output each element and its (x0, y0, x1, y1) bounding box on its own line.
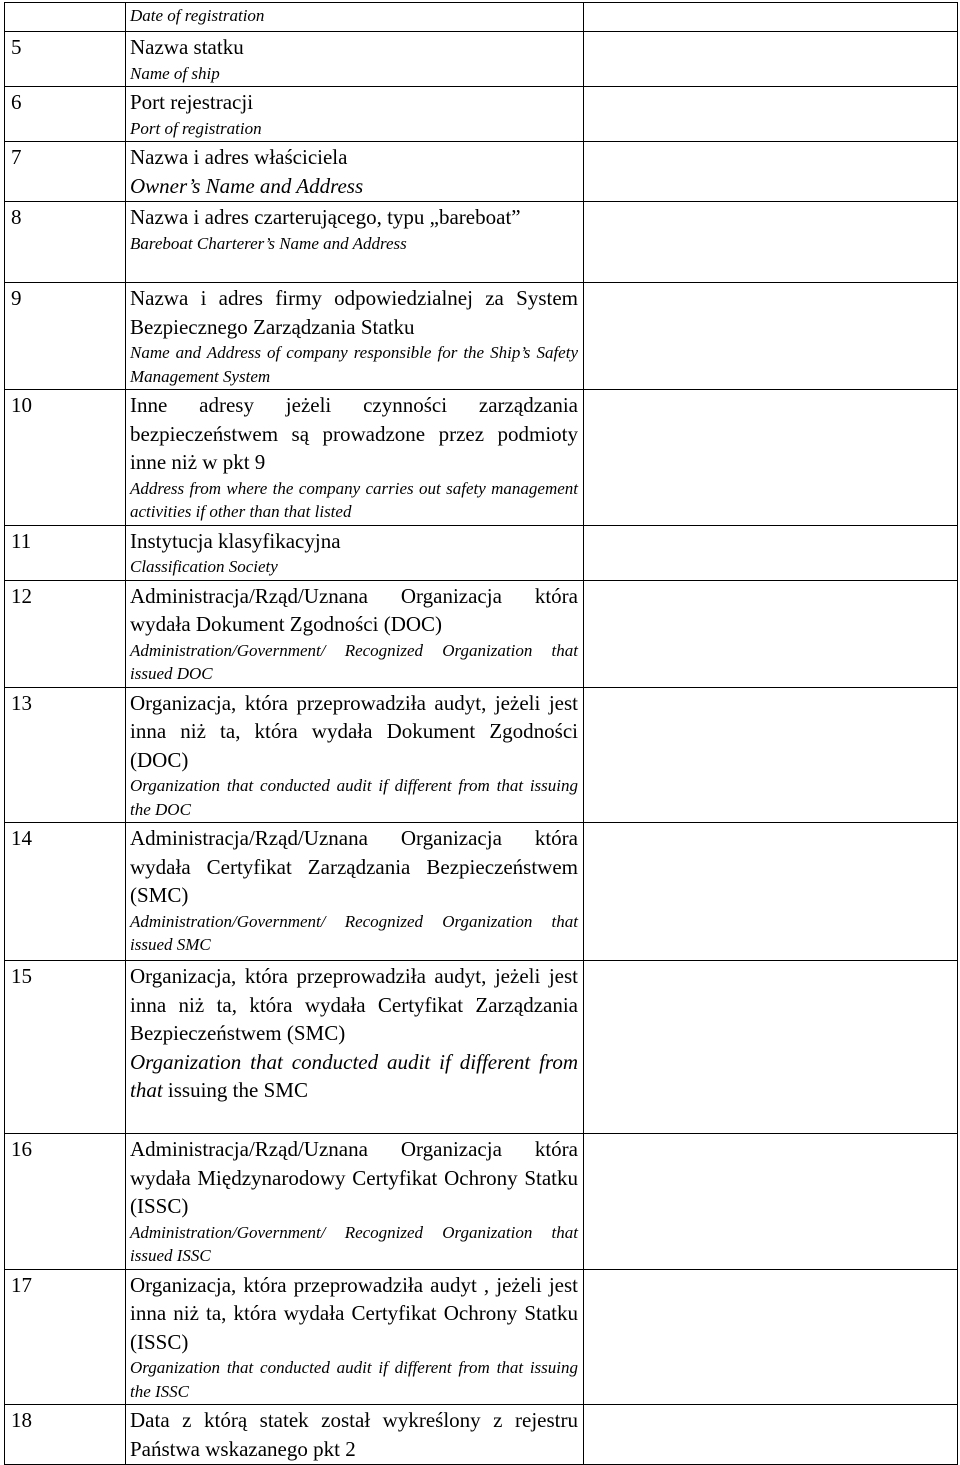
row-number: 10 (5, 390, 126, 526)
registration-form-table (4, 2, 958, 1465)
value-cell[interactable] (584, 687, 958, 823)
field-label-cell (126, 3, 584, 32)
value-cell[interactable] (584, 961, 958, 1134)
polish-label: Nazwa i adres czarterującego, typu „bareboat” (130, 205, 521, 229)
english-label: Organization that conducted audit if different from that issuing the ISSC (130, 1358, 578, 1401)
table-row (5, 87, 958, 142)
row-number: 13 (5, 687, 126, 823)
row-number: 6 (5, 87, 126, 142)
row-number: 15 (5, 961, 126, 1134)
value-cell[interactable] (584, 32, 958, 87)
field-label-cell (126, 580, 584, 687)
row-number-cell (5, 3, 126, 32)
polish-label: Data z którą statek został wykreślony z rejestru Państwa wskazanego pkt 2 (130, 1408, 578, 1461)
english-label: Name of ship (130, 63, 220, 83)
value-cell[interactable] (584, 823, 958, 961)
polish-label: Administracja/Rząd/Uznana Organizacja która wydała Certyfikat Zarządzania Bezpieczeństwem (SMC) (130, 826, 578, 907)
value-cell[interactable] (584, 202, 958, 283)
polish-label: Administracja/Rząd/Uznana Organizacja która wydała Międzynarodowy Certyfikat Ochrony Statku (ISSC) (130, 1137, 578, 1218)
polish-label: Nazwa i adres firmy odpowiedzialnej za System Bezpiecznego Zarządzania Statku (130, 286, 578, 339)
table-row (5, 32, 958, 87)
field-label-cell (126, 87, 584, 142)
polish-label: Organizacja, która przeprowadziła audyt, jeżeli jest inna niż ta, która wydała Dokument Zgodności (DOC) (130, 690, 578, 772)
value-cell[interactable] (584, 1405, 958, 1465)
table-row (5, 961, 958, 1134)
field-label-cell (126, 687, 584, 823)
field-label-cell (126, 202, 584, 283)
english-label-upright: issuing the SMC (162, 1078, 308, 1102)
table-row (5, 142, 958, 202)
english-label-italic: Organization that conducted audit if different from that (130, 1049, 578, 1102)
english-label: Administration/Government/ Recognized Organization that issued DOC (130, 640, 578, 683)
polish-label: Nazwa statku (130, 35, 244, 59)
row-number: 5 (5, 32, 126, 87)
polish-label: Administracja/Rząd/Uznana Organizacja która wydała Dokument Zgodności (DOC) (130, 583, 578, 636)
table-row (5, 283, 958, 390)
english-label: Date of registration (130, 6, 265, 25)
table-row (5, 202, 958, 283)
row-number: 14 (5, 823, 126, 961)
table-row (5, 687, 958, 823)
english-label: Name and Address of company responsible for the Ship’s Safety Management System (130, 343, 578, 386)
polish-label: Inne adresy jeżeli czynności zarządzania bezpieczeństwem są prowadzone przez podmioty inne niż w pkt 9 (130, 393, 578, 474)
field-label-cell (126, 283, 584, 390)
value-cell[interactable] (584, 283, 958, 390)
english-label: Classification Society (130, 557, 278, 576)
table-row (5, 1134, 958, 1270)
value-cell[interactable] (584, 3, 958, 32)
polish-label: Instytucja klasyfikacyjna (130, 528, 341, 553)
row-number: 18 (5, 1405, 126, 1465)
english-label: Owner’s Name and Address (130, 173, 364, 198)
english-label: Administration/Government/ Recognized Organization that issued ISSC (130, 1222, 578, 1265)
value-cell[interactable] (584, 87, 958, 142)
field-label-cell (126, 390, 584, 526)
row-number: 16 (5, 1134, 126, 1270)
field-label-cell (126, 823, 584, 961)
value-cell[interactable] (584, 525, 958, 580)
table-row (5, 823, 958, 961)
field-label-cell (126, 525, 584, 580)
table-row (5, 525, 958, 580)
polish-label: Nazwa i adres właściciela (130, 145, 348, 169)
field-label-cell (126, 1405, 584, 1465)
polish-label: Organizacja, która przeprowadziła audyt, jeżeli jest inna niż ta, która wydała Certyfikat Zarządzania Bezpieczeństwem (SMC) (130, 964, 578, 1045)
field-label-cell (126, 961, 584, 1134)
english-label: Address from where the company carries out safety management activities if other than that listed (130, 478, 578, 521)
table-row (5, 580, 958, 687)
field-label-cell (126, 32, 584, 87)
row-number: 11 (5, 525, 126, 580)
field-label-cell (126, 1134, 584, 1270)
value-cell[interactable] (584, 580, 958, 687)
row-number: 9 (5, 283, 126, 390)
table-row (5, 1269, 958, 1405)
row-number: 12 (5, 580, 126, 687)
row-number: 7 (5, 142, 126, 202)
row-number: 8 (5, 202, 126, 283)
field-label-cell (126, 142, 584, 202)
polish-label: Organizacja, która przeprowadziła audyt , jeżeli jest inna niż ta, która wydała Certyfikat Ochrony Statku (ISSC) (130, 1272, 578, 1354)
english-label: Port of registration (130, 118, 262, 138)
table-row (5, 390, 958, 526)
english-label: Organization that conducted audit if different from that issuing the DOC (130, 776, 578, 819)
table-row (5, 1405, 958, 1465)
english-label (130, 1048, 578, 1105)
field-label-cell (126, 1269, 584, 1405)
value-cell[interactable] (584, 142, 958, 202)
polish-label: Port rejestracji (130, 90, 254, 114)
value-cell[interactable] (584, 390, 958, 526)
value-cell[interactable] (584, 1269, 958, 1405)
value-cell[interactable] (584, 1134, 958, 1270)
english-label: Administration/Government/ Recognized Organization that issued SMC (130, 911, 578, 954)
english-label: Bareboat Charterer’s Name and Address (130, 233, 407, 253)
table-row (5, 3, 958, 32)
row-number: 17 (5, 1269, 126, 1405)
